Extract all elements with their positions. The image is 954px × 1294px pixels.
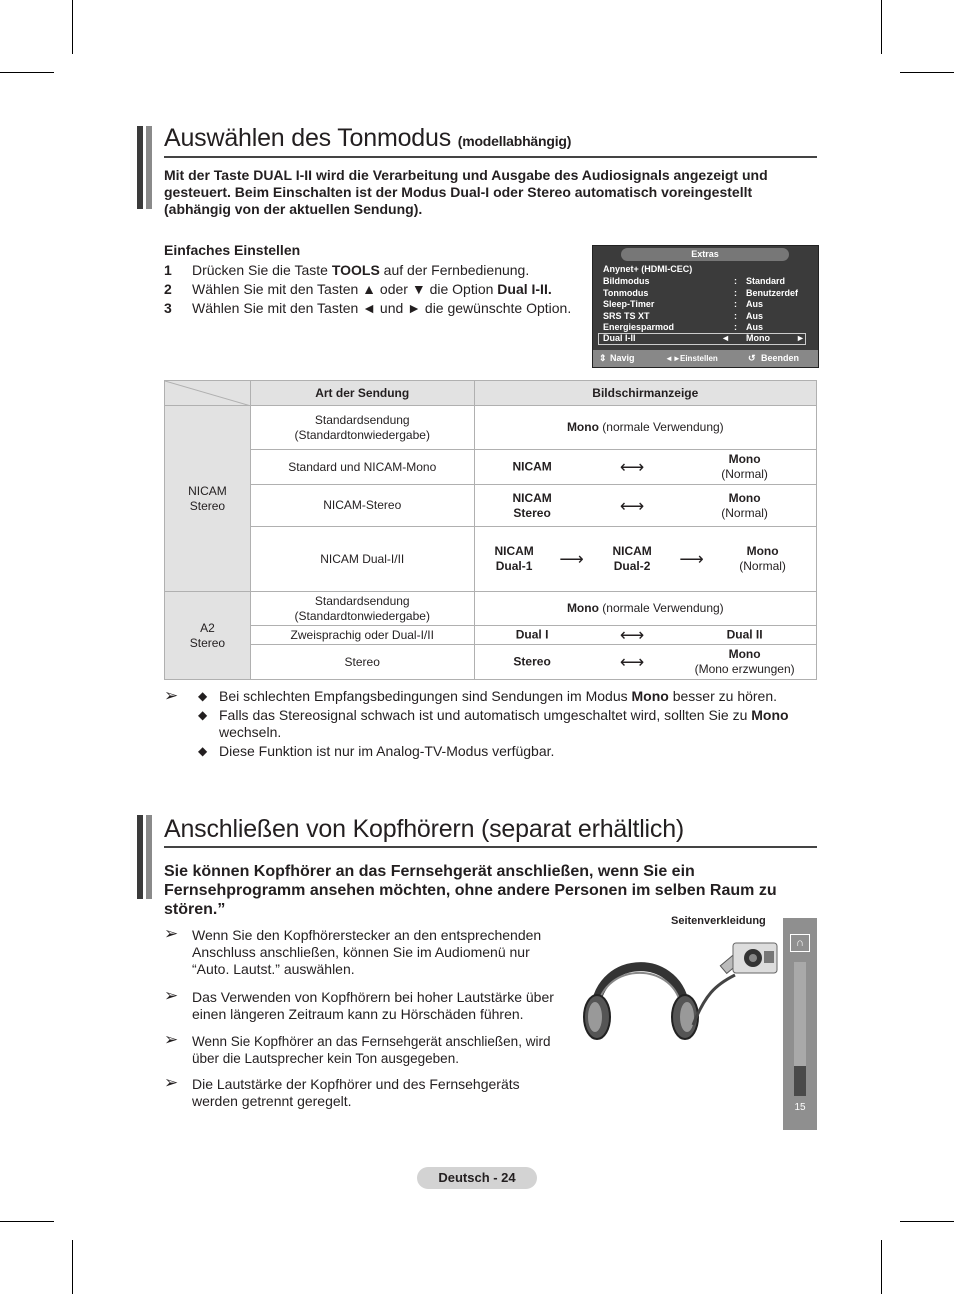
title-rule: [164, 156, 817, 158]
headphones-illustration: [575, 925, 785, 1055]
group-nicam: NICAM Stereo: [165, 406, 251, 592]
arrow-right-icon: ⟶: [559, 549, 584, 569]
double-arrow-icon: ⟷: [619, 625, 645, 645]
note-item: ➢ Die Lautstärke der Kopfhörer und des Fernsehgeräts werden getrennt geregelt.: [164, 1073, 520, 1109]
bullet-icon: ◆: [198, 689, 208, 703]
headphone-icon: ∩: [790, 934, 810, 952]
tv-side-panel: [783, 918, 817, 1130]
page-number: Deutsch - 24: [417, 1167, 537, 1189]
menu-item: SRS TS XT : Aus: [603, 311, 764, 321]
section-bar: [137, 815, 152, 899]
note-item: ➢ Wenn Sie den Kopfhörerstecker an den entsprechenden Anschluss anschließen, können Sie im Audiomenü nur “Auto. Lautst.” auswählen.: [164, 924, 542, 977]
section-bar: [137, 126, 152, 209]
title-rule: [164, 846, 817, 848]
step-3: 3 Wählen Sie mit den Tasten ◄ und ► die gewünschte Option.: [164, 300, 572, 316]
double-arrow-icon: ⟷: [619, 496, 645, 515]
table-row: Stereo Stereo ⟷ Mono (Mono erzwungen): [165, 645, 817, 680]
pointer-icon: ➢: [164, 1073, 179, 1092]
menu-item: Tonmodus : Benutzerdef: [603, 288, 799, 298]
volume-bar: [794, 962, 806, 1096]
leftright-icon: ◄►: [665, 354, 681, 363]
table-row: NICAM Stereo Standardsendung (Standardtonwiedergabe) Mono (normale Verwendung): [165, 406, 817, 450]
double-arrow-icon: ⟷: [619, 457, 645, 477]
sound-mode-table: [164, 380, 817, 680]
bullet-icon: ◆: [198, 708, 208, 722]
table-row: NICAM-Stereo NICAM Stereo ⟷ Mono (Normal): [165, 485, 817, 527]
table-corner: [165, 381, 251, 406]
note-item: ◆ Diese Funktion ist nur im Analog-TV-Modus verfügbar.: [198, 743, 555, 759]
tools-menu-screenshot: [592, 245, 819, 368]
notes-kopfhoerer: [164, 924, 564, 1116]
note-item: ◆ Bei schlechten Empfangsbedingungen sind Sendungen im Modus Mono besser zu hören.: [198, 688, 778, 704]
intro-text: Sie können Kopfhörer an das Fernsehgerät anschließen, wenn Sie ein Fernsehprogramm ansehen möchten, ohne andere Personen im selben Raum zu stören.”: [164, 863, 777, 918]
pointer-icon: ➢: [164, 1030, 179, 1049]
note-item: ➢ Wenn Sie Kopfhörer an das Fernsehgerät anschließen, wird über die Lautsprecher kein Ton ausgegeben.: [164, 1030, 551, 1066]
pointer-icon: ➢: [164, 686, 179, 705]
pointer-icon: ➢: [164, 986, 179, 1005]
table-row: A2 Stereo Standardsendung (Standardtonwiedergabe) Mono (normale Verwendung): [165, 592, 817, 626]
volume-bar-fill: [794, 1066, 806, 1096]
menu-item-dual: Dual I-II ◄ Mono ►: [603, 333, 805, 343]
group-a2: A2 Stereo: [165, 592, 251, 680]
table-row: Zweisprachig oder Dual-I/II Dual I ⟷ Dual II: [165, 626, 817, 645]
double-arrow-icon: ⟷: [619, 652, 645, 672]
updown-icon: ⇕: [599, 353, 607, 363]
steps-list: [164, 261, 584, 318]
menu-item: Energiesparmod : Aus: [603, 322, 764, 332]
volume-value: 15: [794, 1102, 806, 1113]
table-row: NICAM Dual-I/II NICAM Dual-1 ⟶ NICAM Dual-2 ⟶ Mono (Normal): [165, 527, 817, 592]
return-icon: ↺: [748, 353, 756, 363]
menu-item: Sleep-Timer : Aus: [603, 299, 764, 309]
menu-item: Anynet+ (HDMI-CEC): [603, 264, 693, 274]
pointer-icon: ➢: [164, 924, 179, 943]
table-row: Standard und NICAM-Mono NICAM ⟷ Mono (Normal): [165, 450, 817, 485]
step-1: 1 Drücken Sie die Taste TOOLS auf der Fernbedienung.: [164, 262, 530, 278]
section-title-kopfhoerer: Anschließen von Kopfhörern (separat erhältlich): [164, 815, 685, 843]
menu-footer: ⇕ Navig ◄► Einstellen ↺ Beenden: [593, 350, 818, 367]
step-2: 2 Wählen Sie mit den Tasten ▲ oder ▼ die Option Dual I-II.: [164, 281, 552, 297]
menu-item: Bildmodus : Standard: [603, 276, 786, 286]
note-item-cont: wechseln.: [219, 724, 282, 740]
note-item: ➢ Das Verwenden von Kopfhörern bei hoher Lautstärke über einen längeren Zeitraum kann zu Hörschäden führen.: [164, 986, 554, 1022]
bullet-icon: ◆: [198, 744, 208, 758]
sub-heading: Einfaches Einstellen: [164, 242, 301, 258]
arrow-right-icon: ⟶: [679, 549, 704, 569]
section-title-tonmodus: Auswählen des Tonmodus (modellabhängig): [164, 124, 572, 152]
notes-tonmodus: [164, 688, 824, 762]
col-header-display: Bildschirmanzeige: [474, 381, 816, 406]
illustration-label: Seitenverkleidung: [671, 915, 766, 927]
right-arrow-icon: ►: [796, 333, 805, 343]
col-header-type: Art der Sendung: [250, 381, 474, 406]
intro-text: Mit der Taste DUAL I-II wird die Verarbeitung und Ausgabe des Audiosignals angezeigt und gesteuert. Beim Einschalten ist der Modus Dual-I oder Stereo automatisch voreingestellt (abhängig von der aktuellen Sendung).: [164, 167, 768, 217]
menu-title: Extras: [621, 248, 789, 261]
note-item: ◆ Falls das Stereosignal schwach ist und automatisch umgeschaltet wird, sollten Sie zu Mono: [198, 707, 789, 723]
